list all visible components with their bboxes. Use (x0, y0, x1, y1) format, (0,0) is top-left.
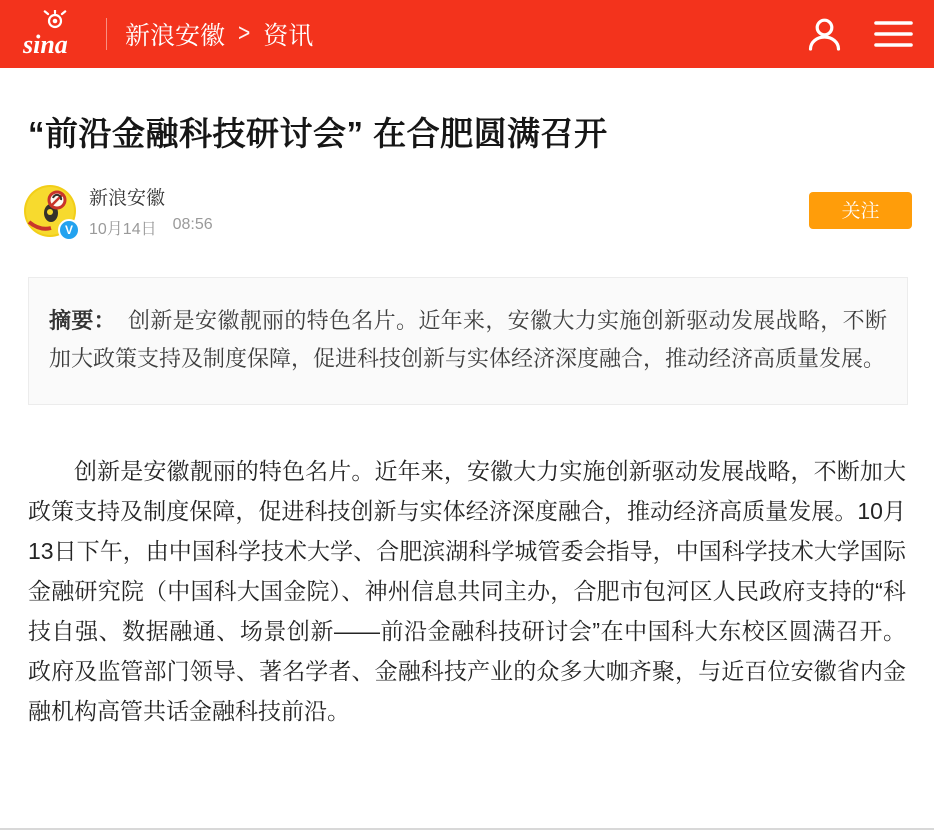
author-name[interactable]: 新浪安徽 (89, 187, 166, 209)
publish-datetime (89, 216, 213, 239)
summary-text: 创新是安徽靓丽的特色名片。近年来，安徽大力实施创新驱动发展战略，不断加大政策支持及制度保障，促进科技创新与实体经济深度融合，推动经济高质量发展。 (49, 307, 887, 371)
svg-text:sina: sina (23, 30, 68, 58)
body-paragraph: 创新是安徽靓丽的特色名片。近年来，安徽大力实施创新驱动发展战略，不断加大政策支持及制度保障，促进科技创新与实体经济深度融合，推动经济高质量发展。10月13日下午，由中国科学技术大学、合肥滨湖科学城管委会指导，中国科学技术大学国际金融研究院（中国科大国金院）、神州信息共同主办，合肥市包河区人民政府支持的“科技自强、数据融通、场景创新——前沿金融科技研讨会”在中国科大东校区圆满召开。政府及监管部门领导、著名学者、金融科技产业的众多大咖齐聚，与近百位安徽省内金融机构高管共话金融科技前沿。 (28, 457, 906, 724)
verified-badge-icon: V (58, 219, 80, 241)
breadcrumb-site-link[interactable]: 新浪安徽 (125, 22, 226, 50)
article-title: “前沿金融科技研讨会” 在合肥圆满召开 (28, 115, 608, 152)
breadcrumb-section-link[interactable]: 资讯 (263, 22, 314, 50)
author-row (24, 183, 912, 239)
summary-paragraph (49, 302, 887, 378)
breadcrumb (125, 16, 313, 52)
article-body (28, 451, 906, 731)
chevron-right-icon: > (238, 19, 251, 48)
publish-date: 10月14日 (89, 220, 157, 238)
publish-time: 08:56 (172, 215, 213, 233)
hamburger-menu-icon[interactable] (873, 19, 914, 49)
sina-logo[interactable] (22, 10, 90, 58)
author-avatar[interactable] (24, 185, 76, 237)
header-divider (106, 18, 107, 50)
follow-button[interactable]: 关注 (809, 192, 912, 229)
user-profile-icon[interactable] (806, 16, 843, 53)
summary-box (28, 277, 908, 405)
top-navbar (0, 0, 934, 68)
author-meta (89, 183, 213, 239)
topbar-actions (806, 16, 914, 53)
summary-label: 摘要： (49, 307, 116, 333)
sina-logo-icon (22, 10, 90, 58)
